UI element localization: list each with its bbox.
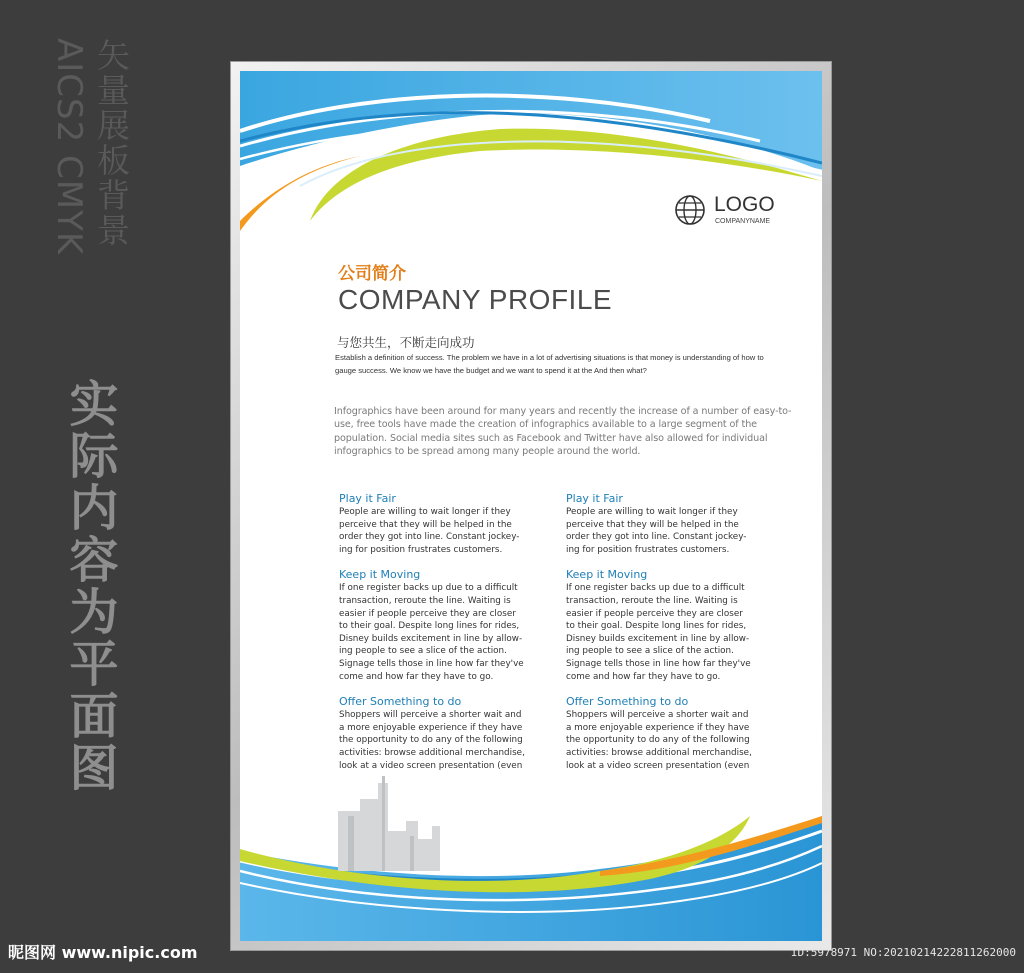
logo-text: LOGO — [714, 193, 775, 216]
globe-icon — [674, 194, 706, 226]
content-column-left — [339, 492, 559, 772]
title-cn: 公司简介 — [338, 264, 406, 284]
company-logo — [674, 191, 794, 231]
section-heading: Play it Fair — [339, 492, 396, 505]
infographics-paragraph: Infographics have been around for many years and recently the increase of a number of easy-to-use, free tools have made the creation of infographics available to a large segment of the population. Social media sites such as Facebook and Twitter have also allowed for individual infographics to be spread among many people around the world. — [334, 406, 792, 457]
side-vertical-en: AICS2 CMYK — [49, 38, 89, 256]
section-heading: Offer Something to do — [566, 695, 689, 709]
side-vertical-cn: 矢量展板背景 — [92, 38, 131, 248]
section-offer-something — [339, 695, 559, 772]
section-play-it-fair — [339, 492, 559, 556]
logo-company-name: COMPANYNAME — [715, 218, 771, 225]
section-offer-something — [566, 695, 786, 772]
slogan: 与您共生，不断走向成功 — [337, 335, 475, 350]
intro-text: Establish a definition of success. The problem we have in a lot of advertising situations is that money is understanding of how to gauge success. We know we have the budget and we want to spend it at the And then what? — [335, 353, 764, 375]
content-column-right — [566, 492, 786, 772]
section-heading: Keep it Moving — [339, 568, 421, 582]
side-main-caption: 实际内容为平面图 — [62, 378, 119, 794]
section-body: If one register backs up due to a difficult transaction, reroute the line. Waiting is easier if people perceive they are closer to their goal. Despite long lines for rides, Disney builds excitement in line by allow- ing people to see a slice of the action. Signage tells those in line how far they've come and how far they have to go. — [566, 583, 751, 682]
side-vertical-caption — [49, 38, 132, 278]
watermark-nipic: 昵图网 www.nipic.com — [8, 943, 198, 962]
section-keep-it-moving — [339, 568, 559, 683]
watermark-id: ID:5978971 NO:20210214222811262000 — [790, 946, 1016, 959]
section-heading: Keep it Moving — [566, 568, 648, 582]
section-heading: Offer Something to do — [339, 695, 462, 709]
section-body: Shoppers will perceive a shorter wait and a more enjoyable experience if they have the opportunity to do any of the following activities: browse additional merchandise, look at a video screen presentation (even — [339, 710, 525, 771]
poster-board — [240, 71, 822, 941]
section-keep-it-moving — [566, 568, 786, 683]
section-body: Shoppers will perceive a shorter wait and a more enjoyable experience if they have the opportunity to do any of the following activities: browse additional merchandise, look at a video screen presentation (even — [566, 710, 752, 771]
section-body: People are willing to wait longer if they perceive that they will be helped in the order they got into line. Constant jockey- ing for position frustrates customers. — [566, 507, 747, 555]
section-play-it-fair — [566, 492, 786, 556]
section-heading: Play it Fair — [566, 492, 623, 505]
section-body: People are willing to wait longer if they perceive that they will be helped in the order they got into line. Constant jockey- ing for position frustrates customers. — [339, 507, 520, 555]
page-title: COMPANY PROFILE — [338, 284, 613, 315]
section-body: If one register backs up due to a difficult transaction, reroute the line. Waiting is easier if people perceive they are closer to their goal. Despite long lines for rides, Disney builds excitement in line by allow- ing people to see a slice of the action. Signage tells those in line how far they've come and how far they have to go. — [339, 583, 524, 682]
